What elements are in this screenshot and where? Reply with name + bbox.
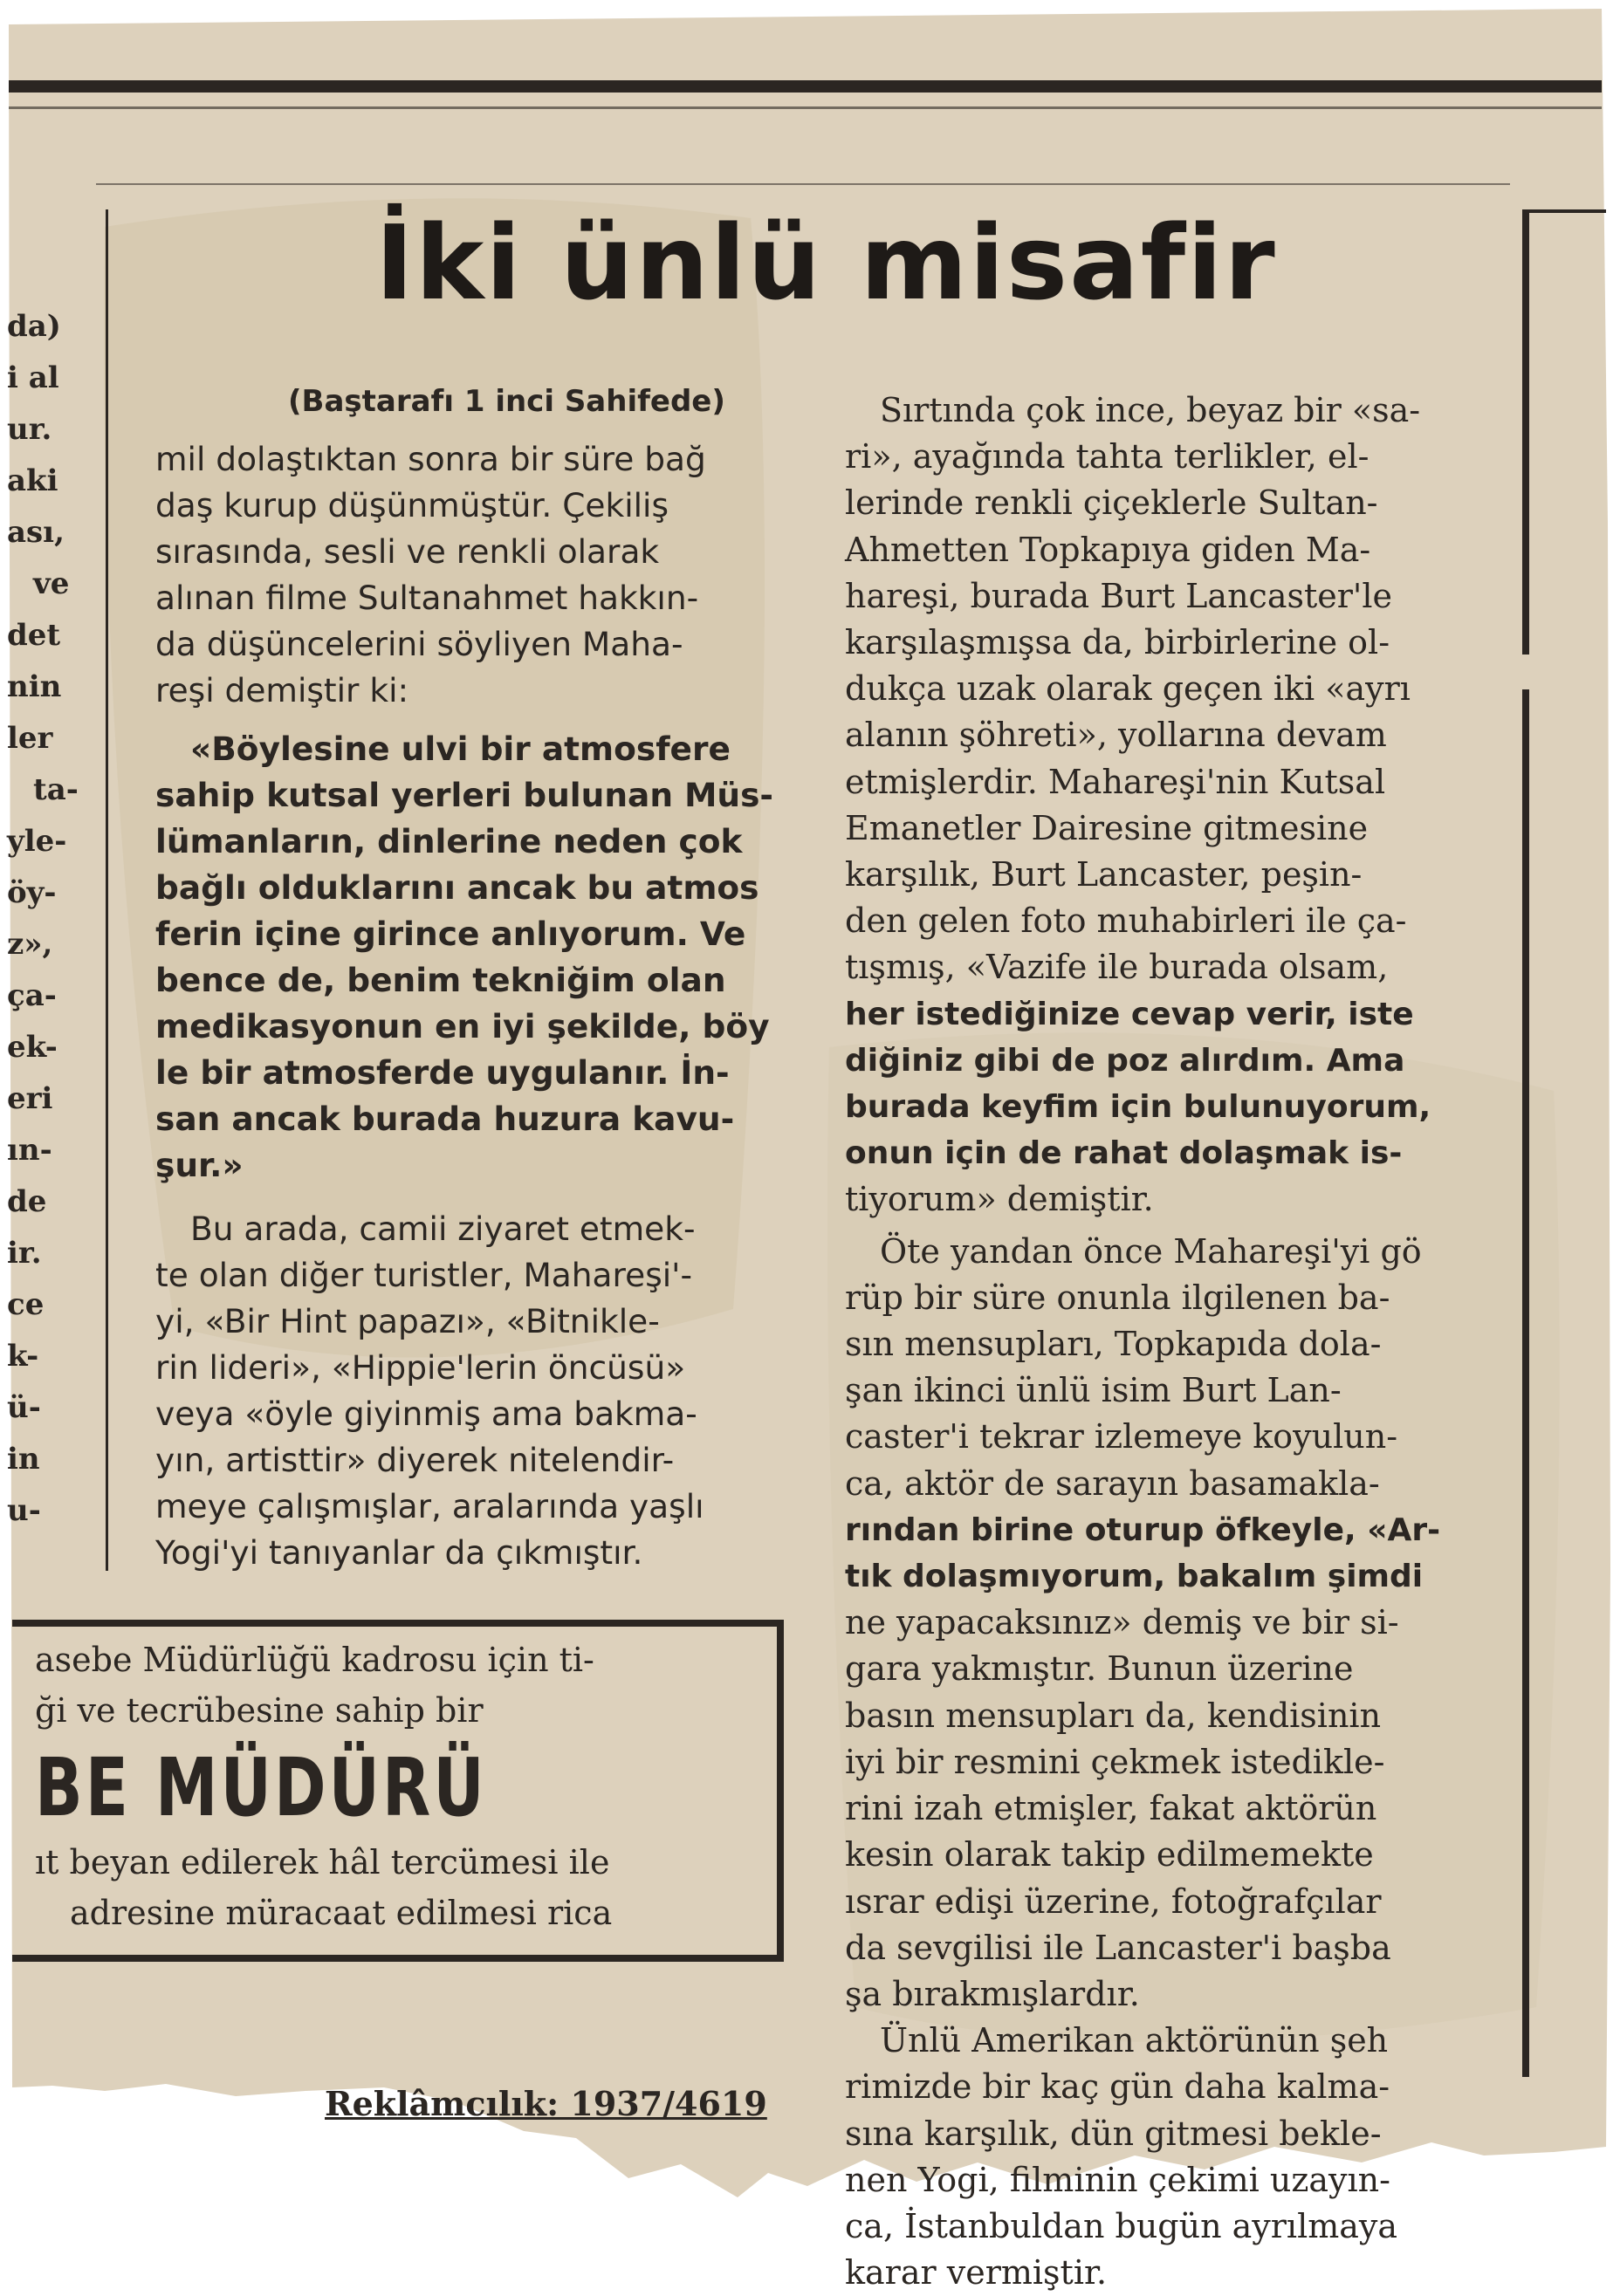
fragment: ve xyxy=(33,566,70,601)
text-line: etmişlerdir. Mahareşi'nin Kutsal xyxy=(845,762,1386,801)
paragraph xyxy=(845,2018,1473,2296)
text-line: Bu arada, camii ziyaret etmek- xyxy=(190,1210,696,1248)
paragraph xyxy=(845,1229,1473,2018)
text-line: dukça uzak olarak geçen iki «ayrı xyxy=(845,669,1411,709)
text-line: ısrar edişi üzerine, fotoğrafçılar xyxy=(845,1881,1382,1921)
text-line: alanın şöhreti», yollarına devam xyxy=(845,716,1387,755)
left-edge-fragments xyxy=(7,301,99,1537)
text-line: lümanların, dinlerine neden çok xyxy=(155,822,743,860)
text-line: yi, «Bir Hint papazı», «Bitnikle- xyxy=(155,1302,660,1340)
text-line: caster'i tekrar izlemeye koyulun- xyxy=(845,1417,1398,1456)
text-line: sahip kutsal yerleri bulunan Müs- xyxy=(155,776,773,814)
fragment: det xyxy=(7,618,61,653)
text-line: onun için de rahat dolaşmak is- xyxy=(845,1135,1403,1172)
text-line: karşılaşmışsa da, birbirlerine ol- xyxy=(845,623,1390,662)
fragment: öy- xyxy=(7,875,57,910)
fragment: ir. xyxy=(7,1236,42,1271)
text-line: rin lideri», «Hippie'lerin öncüsü» xyxy=(155,1348,686,1387)
text-line: ferin içine girince anlıyorum. Ve xyxy=(155,915,746,953)
fragment: z», xyxy=(7,927,53,962)
text-line: te olan diğer turistler, Mahareşi'- xyxy=(155,1256,692,1294)
text-line: hareşi, burada Burt Lancaster'le xyxy=(845,576,1392,615)
text-line: den gelen foto muhabirleri ile ça- xyxy=(845,901,1407,941)
fragment: u- xyxy=(7,1493,41,1528)
advertisement xyxy=(35,1641,759,1932)
text-line: tışmış, «Vazife ile burada olsam, xyxy=(845,948,1389,987)
text-line: Öte yandan önce Mahareşi'yi gö xyxy=(880,1231,1422,1271)
text-line: reşi demiştir ki: xyxy=(155,671,409,709)
fragment: da) xyxy=(7,309,61,344)
right-edge-bar xyxy=(1522,209,1529,655)
top-rule xyxy=(9,80,1602,93)
right-edge-cap xyxy=(1522,209,1606,213)
text-line: Ünlü Amerikan aktörünün şeh xyxy=(880,2021,1389,2060)
text-line: bence de, benim tekniğim olan xyxy=(155,961,726,999)
text-line: yın, artisttir» diyerek nitelendir- xyxy=(155,1441,675,1479)
fragment: ası, xyxy=(7,515,65,550)
fragment: ler xyxy=(7,721,53,756)
fragment: ta- xyxy=(33,772,79,807)
text-line: burada keyfim için bulunuyorum, xyxy=(845,1089,1431,1126)
right-edge-bar-2 xyxy=(1522,689,1529,2077)
text-line: rüp bir süre onunla ilgilenen ba- xyxy=(845,1278,1390,1317)
paragraph xyxy=(155,1206,775,1576)
fragment: aki xyxy=(7,463,58,498)
text-line: rından birine oturup öfkeyle, «Ar- xyxy=(845,1511,1441,1548)
fragment: de xyxy=(7,1184,47,1219)
fragment: ce xyxy=(7,1287,45,1322)
text-line: diğiniz gibi de poz alırdım. Ama xyxy=(845,1042,1405,1079)
fragment: ın- xyxy=(7,1133,52,1168)
ad-line: adresine müracaat edilmesi rica xyxy=(70,1894,613,1932)
right-article-column xyxy=(845,387,1473,2296)
text-line: Emanetler Dairesine gitmesine xyxy=(845,808,1369,847)
fragment: eri xyxy=(7,1081,53,1116)
text-line: nen Yogi, filminin çekimi uzayın- xyxy=(845,2160,1390,2199)
text-line: Sırtında çok ince, beyaz bir «sa- xyxy=(880,391,1421,429)
ad-border-top xyxy=(12,1620,784,1627)
text-line: şur.» xyxy=(155,1146,244,1184)
left-column-divider xyxy=(106,209,108,1571)
text-line: sırasında, sesli ve renkli olarak xyxy=(155,532,660,571)
text-line: meye çalışmışlar, aralarında yaşlı xyxy=(155,1487,704,1525)
text-line: ri», ayağında tahta terlikler, el- xyxy=(845,437,1369,476)
fragment: ur. xyxy=(7,412,52,447)
continued-from: (Baştarafı 1 inci Sahifede) xyxy=(288,384,725,419)
text-line: daş kurup düşünmüştür. Çekiliş xyxy=(155,486,669,524)
text-line: lerinde renkli çiçeklerle Sultan- xyxy=(845,483,1378,523)
ad-line: ıt beyan edilerek hâl tercümesi ile xyxy=(35,1843,610,1881)
text-line: sına karşılık, dün gitmesi bekle- xyxy=(845,2114,1382,2153)
text-line: Ahmetten Topkapıya giden Ma- xyxy=(845,530,1371,569)
fragment: i al xyxy=(7,360,59,395)
text-line: tiyorum» demiştir. xyxy=(845,1180,1154,1219)
paragraph xyxy=(845,387,1473,1223)
fragment: nin xyxy=(7,669,62,704)
text-line: veya «öyle giyinmiş ama bakma- xyxy=(155,1395,697,1433)
text-line: Yogi'yi tanıyanlar da çıkmıştır. xyxy=(155,1533,643,1572)
text-line: karşılık, Burt Lancaster, peşin- xyxy=(845,855,1363,894)
text-line: alınan filme Sultanahmet hakkın- xyxy=(155,579,699,617)
text-line: «Böylesine ulvi bir atmosfere xyxy=(190,730,731,768)
text-line: ne yapacaksınız» demiş ve bir si- xyxy=(845,1603,1399,1642)
top-hairline xyxy=(96,183,1510,185)
text-line: rimizde bir kaç gün daha kalma- xyxy=(845,2067,1390,2107)
text-line: san ancak burada huzura kavu- xyxy=(155,1100,735,1138)
fragment: ça- xyxy=(7,978,57,1013)
text-line: sın mensupları, Topkapıda dola- xyxy=(845,1325,1382,1364)
text-line: iyi bir resmini çekmek istedikle- xyxy=(845,1742,1385,1781)
ad-headline: BE MÜDÜRÜ xyxy=(35,1741,487,1834)
text-line: da sevgilisi ile Lancaster'i başba xyxy=(845,1928,1391,1967)
text-line: kesin olarak takip edilmemekte xyxy=(845,1835,1374,1874)
fragment: ek- xyxy=(7,1030,58,1065)
text-line: ca, İstanbuldan bugün ayrılmaya xyxy=(845,2206,1398,2245)
text-line: rini izah etmişler, fakat aktörün xyxy=(845,1789,1377,1828)
text-line: medikasyonun en iyi şekilde, böy xyxy=(155,1007,770,1045)
quote-paragraph xyxy=(155,726,775,1189)
ad-reference-code: Reklâmcılık: 1937/4619 xyxy=(325,2084,767,2123)
ad-line: ği ve tecrübesine sahip bir xyxy=(35,1691,484,1730)
text-line: da düşüncelerini söyliyen Maha- xyxy=(155,625,683,663)
ad-border-right xyxy=(777,1620,784,1962)
ad-line: asebe Müdürlüğü kadrosu için ti- xyxy=(35,1641,594,1679)
text-line: gara yakmıştır. Bunun üzerine xyxy=(845,1649,1354,1689)
text-line: şan ikinci ünlü isim Burt Lan- xyxy=(845,1371,1342,1410)
text-line: her istediğinize cevap verir, iste xyxy=(845,996,1414,1032)
text-line: ca, aktör de sarayın basamakla- xyxy=(845,1463,1380,1503)
text-line: bağlı olduklarını ancak bu atmos xyxy=(155,868,759,907)
fragment: ü- xyxy=(7,1390,41,1425)
fragment: yle- xyxy=(7,824,67,859)
fragment: in xyxy=(7,1442,40,1477)
ad-border-bottom xyxy=(12,1955,784,1962)
text-line: le bir atmosferde uygulanır. İn- xyxy=(155,1053,730,1092)
headline: İki ünlü misafir xyxy=(375,202,1277,323)
left-article-column xyxy=(155,436,775,1576)
text-line: basın mensupları da, kendisinin xyxy=(845,1696,1382,1735)
fragment: k- xyxy=(7,1339,39,1374)
text-line: karar vermiştir. xyxy=(845,2253,1108,2293)
text-line: tık dolaşmıyorum, bakalım şimdi xyxy=(845,1559,1424,1595)
text-line: mil dolaştıktan sonra bir süre bağ xyxy=(155,440,706,478)
top-rule-thin xyxy=(9,106,1602,109)
text-line: şa bırakmışlardır. xyxy=(845,1974,1140,2013)
paragraph xyxy=(155,436,775,714)
